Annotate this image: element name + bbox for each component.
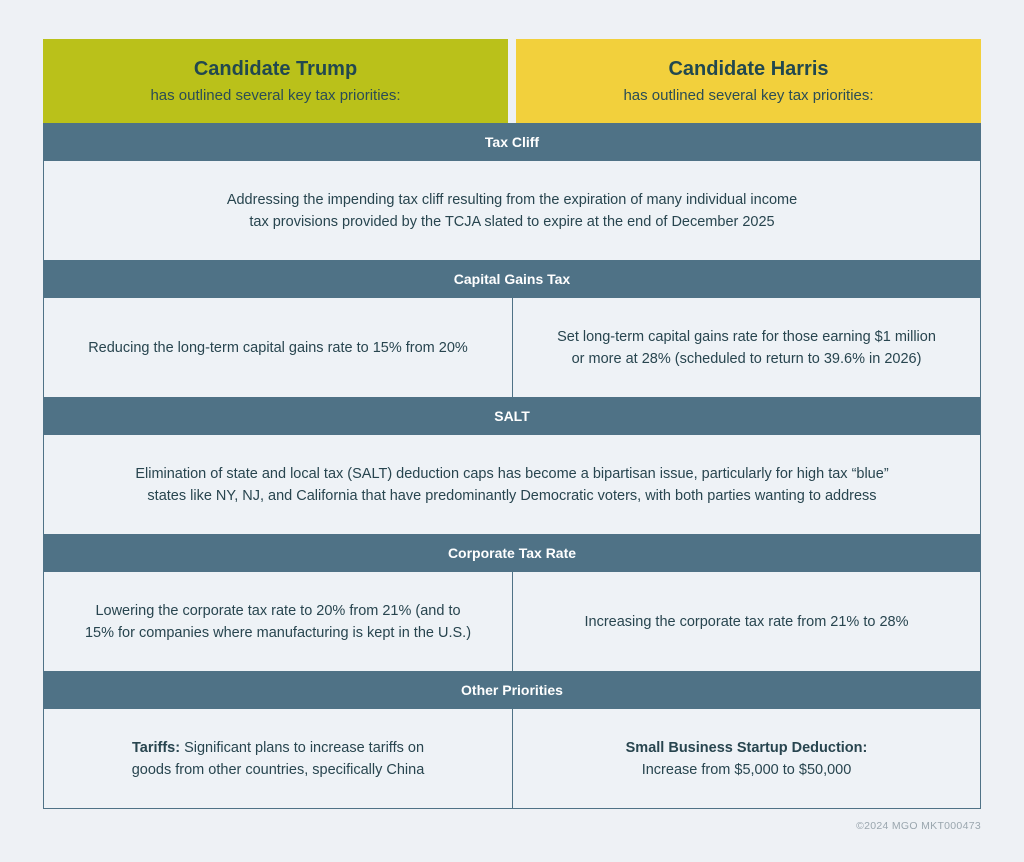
- tax-cliff-text-line1: Addressing the impending tax cliff resulting from the expiration of many individual income: [226, 191, 798, 208]
- section-header-tax-cliff: Tax Cliff: [43, 123, 981, 161]
- section-header-other: Other Priorities: [43, 671, 981, 709]
- shared-cell-tax-cliff: [44, 161, 980, 260]
- candidate-header-row: [43, 39, 981, 123]
- section-header-capital-gains: Capital Gains Tax: [43, 260, 981, 298]
- section-header-corporate: Corporate Tax Rate: [43, 534, 981, 572]
- corporate-harris-text: Increasing the corporate tax rate from 21% to 28%: [584, 613, 909, 630]
- trump-cell-corporate: [44, 572, 513, 671]
- corporate-trump-line1: Lowering the corporate tax rate to 20% from 21% (and to: [95, 602, 461, 619]
- startup-deduction-text: Increase from $5,000 to $50,000: [641, 761, 852, 778]
- startup-deduction-label: Small Business Startup Deduction:: [625, 739, 868, 756]
- capital-gains-trump-text: Reducing the long-term capital gains rate to 15% from 20%: [88, 339, 468, 356]
- capital-gains-harris-line2: or more at 28% (scheduled to return to 39.6% in 2026): [571, 350, 922, 367]
- candidate-trump-name: Candidate Trump: [193, 57, 358, 80]
- tariffs-text-line1: Significant plans to increase tariffs on: [180, 739, 425, 756]
- tariffs-text-line2: goods from other countries, specifically China: [131, 761, 425, 778]
- tax-comparison-table: [43, 39, 981, 809]
- tax-cliff-text-line2: tax provisions provided by the TCJA slated to expire at the end of December 2025: [249, 213, 775, 230]
- candidate-harris-subtitle: has outlined several key tax priorities:: [623, 86, 874, 104]
- other-trump-line1: [132, 737, 425, 759]
- candidate-harris-name: Candidate Harris: [668, 57, 829, 80]
- candidate-trump-subtitle: has outlined several key tax priorities:: [150, 86, 401, 104]
- candidate-harris-header: [516, 39, 981, 123]
- capital-gains-harris-line1: Set long-term capital gains rate for those earning $1 million: [557, 328, 936, 345]
- copyright-footer: ©2024 MGO MKT000473: [856, 820, 981, 832]
- trump-cell-other: [44, 709, 513, 808]
- shared-cell-salt: [44, 435, 980, 534]
- salt-text-line2: states like NY, NJ, and California that have predominantly Democratic voters, with both parties wanting to address: [147, 487, 877, 504]
- section-body-other: [43, 709, 981, 809]
- harris-cell-other: [513, 709, 980, 808]
- tariffs-label: Tariffs:: [131, 739, 181, 756]
- section-body-capital-gains: [43, 298, 981, 397]
- trump-cell-capital-gains: [44, 298, 513, 397]
- salt-text-line1: Elimination of state and local tax (SALT) deduction caps has become a bipartisan issue, particularly for high tax “blue”: [135, 465, 889, 482]
- section-body-salt: [43, 435, 981, 534]
- harris-cell-corporate: [513, 572, 980, 671]
- section-body-tax-cliff: [43, 161, 981, 260]
- corporate-trump-line2: 15% for companies where manufacturing is kept in the U.S.): [84, 624, 472, 641]
- candidate-trump-header: [43, 39, 508, 123]
- section-header-salt: SALT: [43, 397, 981, 435]
- section-body-corporate: [43, 572, 981, 671]
- harris-cell-capital-gains: [513, 298, 980, 397]
